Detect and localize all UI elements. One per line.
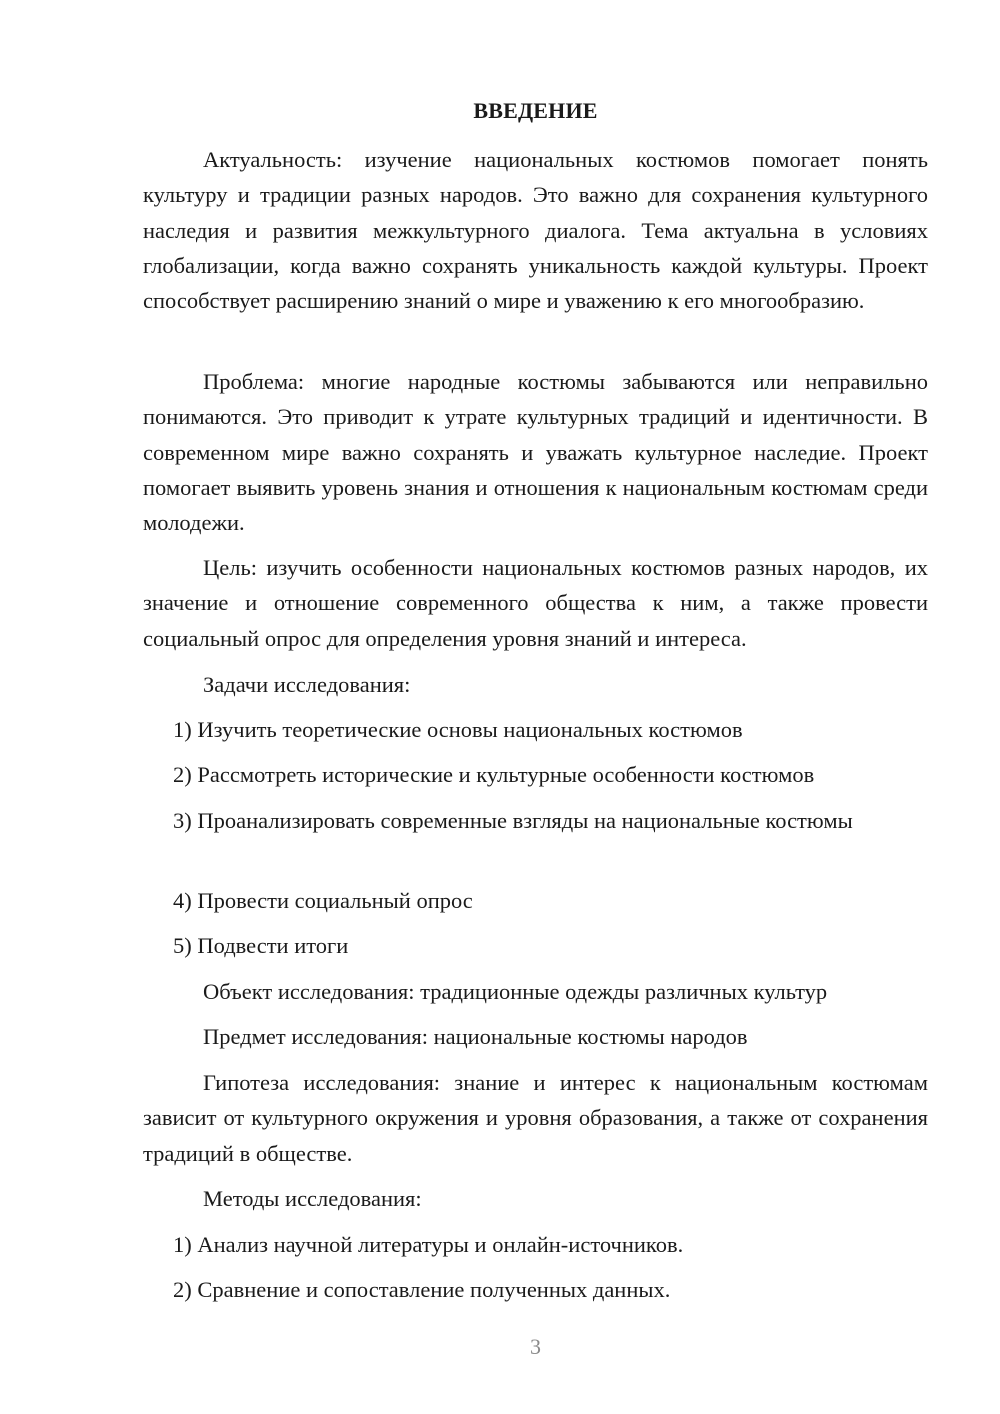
task-item-4: 4) Провести социальный опрос	[173, 888, 473, 913]
task-item-3: 3) Проанализировать современные взгляды на национальные костюмы	[173, 808, 853, 833]
task-item-5: 5) Подвести итоги	[173, 933, 349, 958]
methods-heading: Методы исследования:	[203, 1186, 422, 1211]
method-item-1: 1) Анализ научной литературы и онлайн-источников.	[173, 1232, 684, 1257]
method-item-2: 2) Сравнение и сопоставление полученных данных.	[173, 1277, 671, 1302]
relevance-paragraph: Актуальность: изучение национальных костюмов помогает понять культуру и традиции разных народов. Это важно для сохранения культурного наследия и развития межкультурного диалога. Тема актуальна в условиях глобализации, когда важно сохранять уникальность каждой культуры. Проект способствует расширению знаний о мире и уважению к его многообразию.	[143, 147, 928, 314]
page-number: 3	[530, 1334, 541, 1359]
research-object: Объект исследования: традиционные одежды различных культур	[203, 979, 828, 1004]
research-subject: Предмет исследования: национальные костюмы народов	[203, 1024, 748, 1049]
tasks-heading: Задачи исследования:	[203, 672, 411, 697]
problem-paragraph: Проблема: многие народные костюмы забываются или неправильно понимаются. Это приводит к утрате культурных традиций и идентичности. В современном мире важно сохранять и уважать культурное наследие. Проект помогает выявить уровень знания и отношения к национальным костюмам среди молодежи.	[143, 369, 928, 536]
task-item-2: 2) Рассмотреть исторические и культурные особенности костюмов	[173, 762, 815, 787]
task-item-1: 1) Изучить теоретические основы национальных костюмов	[173, 717, 743, 742]
page-title: ВВЕДЕНИЕ	[473, 98, 598, 123]
goal-paragraph: Цель: изучить особенности национальных костюмов разных народов, их значение и отношение современного общества к ним, а также провести социальный опрос для определения уровня знаний и интереса.	[143, 555, 928, 651]
hypothesis-paragraph: Гипотеза исследования: знание и интерес к национальным костюмам зависит от культурного окружения и уровня образования, а также от сохранения традиций в обществе.	[143, 1070, 928, 1166]
